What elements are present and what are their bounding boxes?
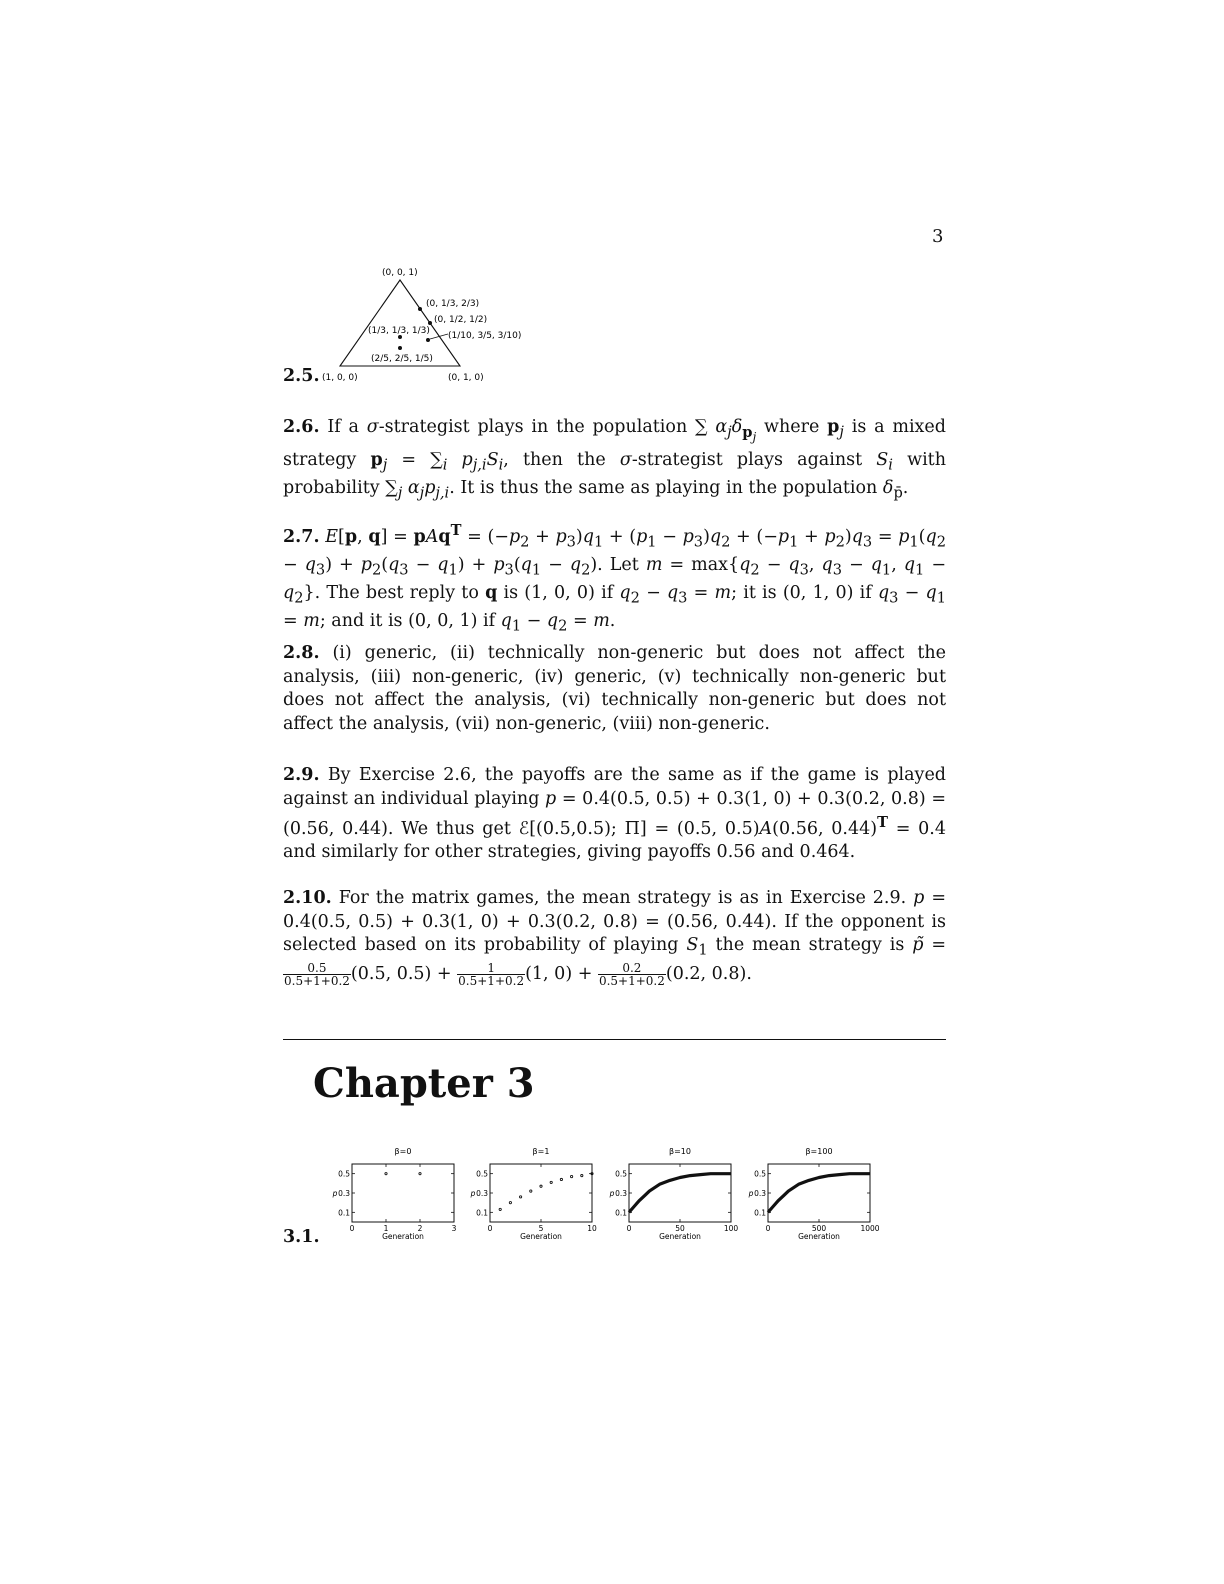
item-label-3-1: 3.1. [283, 1227, 320, 1247]
item-label-2-8: 2.8. [283, 643, 320, 663]
point-label-2-5-2-5-1-5: (2/5, 2/5, 1/5) [371, 354, 433, 364]
data-point [530, 1190, 532, 1192]
y-tick-label: 0.3 [754, 1189, 766, 1198]
chart-frame [352, 1164, 454, 1222]
x-tick-label: 1000 [860, 1224, 880, 1233]
data-point [385, 1173, 387, 1175]
x-tick-label: 0 [626, 1224, 632, 1233]
y-tick-label: 0.1 [338, 1208, 350, 1218]
item-label-2-7: 2.7. [283, 526, 320, 547]
item-label-2-10: 2.10. [283, 888, 332, 908]
fraction-1: $\frac{0.5}{0.5+1+0.2}$ [284, 961, 350, 988]
point-label-1-10-3-5-3-10: (1/10, 3/5, 3/10) [448, 331, 522, 341]
y-tick-label: 0.5 [476, 1169, 488, 1179]
y-tick-label: 0.5 [338, 1169, 350, 1179]
x-axis-label: Generation [520, 1232, 562, 1241]
x-tick-label: 500 [811, 1224, 827, 1233]
y-tick-label: 0.5 [754, 1169, 766, 1179]
item-2-6: 2.6. If a σ-strategist plays in the population ∑ $\alpha_j\delta_{p_j}$ where $p_j$ is a mixed strategy $p_j = \sum_i$ $p_{j,i}S_i$, then the σ-strategist plays against $S_i$ with probability $\sum_j$ $\alpha_jp_{j,i}$. It is thus the same as playing in the population $\delta_{p̄}$. [283, 417, 946, 502]
x-tick-label: 3 [451, 1224, 457, 1233]
y-tick-label: 0.3 [615, 1189, 627, 1198]
y-axis-label: p [470, 1189, 476, 1198]
data-point [581, 1175, 583, 1177]
x-tick-label: 50 [675, 1224, 685, 1233]
y-axis-label: p [609, 1189, 615, 1198]
x-tick-label: 10 [587, 1224, 597, 1233]
data-point [509, 1202, 511, 1204]
data-point [571, 1175, 573, 1177]
x-tick-label: 0 [487, 1224, 493, 1233]
chapter-divider [283, 1039, 946, 1040]
point-2-5-2-5-1-5 [398, 346, 402, 350]
data-point [520, 1196, 522, 1198]
y-tick-label: 0.1 [476, 1208, 488, 1218]
point-1-10-3-5-3-10 [426, 338, 430, 342]
vertex-label-top: (0, 0, 1) [382, 268, 418, 278]
x-tick-label: 5 [538, 1224, 544, 1233]
series-line [629, 1174, 731, 1213]
y-tick-label: 0.5 [615, 1169, 627, 1179]
series-line [768, 1174, 870, 1213]
point-label-0-1-3-2-3: (0, 1/3, 2/3) [426, 299, 480, 309]
item-2-8 [283, 642, 946, 736]
y-tick-label: 0.3 [338, 1189, 350, 1198]
fraction-2: $\frac{1}{0.5+1+0.2}$ [458, 961, 525, 988]
chart-frame [490, 1164, 592, 1222]
x-tick-label: 0 [765, 1224, 771, 1233]
item-label-2-5: 2.5. [283, 366, 320, 386]
x-tick-label: 0 [349, 1224, 355, 1233]
item-label-2-9: 2.9. [283, 765, 320, 785]
point-leader-line [430, 334, 448, 339]
x-tick-label: 100 [723, 1224, 739, 1233]
chart-title: β=1 [532, 1147, 550, 1156]
point-label-centroid: (1/3, 1/3, 1/3) [368, 326, 430, 336]
chart-title: β=100 [805, 1147, 833, 1156]
point-0-1-2-1-2 [428, 321, 432, 325]
vertex-label-left: (1, 0, 0) [322, 373, 358, 383]
x-axis-label: Generation [798, 1232, 840, 1241]
item-2-7: 2.7. E[p, $q] = pAq^T = (-p_2 + p_3)q_1 + (p_1 - p_3)q_2 + (-p_1 + p_2)q_3 = p_1(q_2 - q_3) + p_2(q_3 - q_1) + p_3(q_1 - q_2)$. Let $m = \max\{q_2 - q_3$, $q_3 - q_1$, $q_1 - q_2$}. The best reply to q is (1, 0, 0) if $q_2 - q_3 = m$; it is (0, 1, 0) if $q_3 - q_1 = m$; and it is (0, 0, 1) if $q_1 - q_2 = m$. [283, 522, 946, 635]
simplex-figure [320, 262, 540, 386]
chart-title: β=10 [669, 1147, 691, 1156]
item-2-9: 2.9. By Exercise 2.6, the payoffs are the same as if the game is played against an individual playing p = 0.4(0.5, 0.5) + 0.3(1, 0) + 0.3(0.2, 0.8) = (0.56, 0.44). We thus get ℰ[(0.5,0.5); Π] = (0.5, 0.5)A(0.56, 0.44)$^T$ = 0.4 and similarly for other strategies, giving payoffs 0.56 and 0.464. [283, 765, 946, 863]
vertex-label-right: (0, 1, 0) [448, 373, 484, 383]
item-2-10: 2.10. For the matrix games, the mean strategy is as in Exercise 2.9. p = 0.4(0.5, 0.5) + 0.3(1, 0) + 0.3(0.2, 0.8) = (0.56, 0.44). If the opponent is selected based on its probability of playing $S_1$ the mean strategy is p̃ = $\frac{0.5}{0.5+1+0.2}$ (0.5, 0.5) + $\frac{1}{0.5+1+0.2}$ (1, 0) + $\frac{0.2}{0.5+1+0.2}$ (0.2, 0.8). [283, 888, 947, 988]
data-point [499, 1208, 501, 1210]
x-axis-label: Generation [659, 1232, 701, 1241]
y-axis-label: p [332, 1189, 338, 1198]
y-tick-label: 0.3 [476, 1189, 488, 1198]
x-tick-label: 2 [417, 1224, 423, 1233]
x-tick-label: 1 [383, 1224, 389, 1233]
fraction-3: $\frac{0.2}{0.5+1+0.2}$ [598, 961, 665, 988]
data-point [419, 1173, 421, 1175]
data-point [540, 1185, 542, 1187]
x-axis-label: Generation [382, 1232, 424, 1241]
y-tick-label: 0.1 [615, 1208, 627, 1218]
item-text-2-8: (i) generic, (ii) technically non-generic but does not affect the analysis, (iii) non-generic, (iv) generic, (v) technically non-generic but does not affect the analysis, (vi) technically non-generic but does not affect the analysis, (vii) non-generic, (viii) non-generic. [283, 643, 946, 734]
figure-3-1-charts [320, 1138, 890, 1248]
item-label-2-6: 2.6. [283, 417, 320, 437]
point-0-1-3-2-3 [418, 307, 422, 311]
point-label-0-1-2-1-2: (0, 1/2, 1/2) [434, 315, 488, 325]
data-point [550, 1181, 552, 1183]
y-tick-label: 0.1 [754, 1208, 766, 1218]
y-axis-label: p [748, 1189, 754, 1198]
page-number: 3 [932, 226, 944, 247]
data-point [560, 1178, 562, 1180]
chart-title: β=0 [394, 1147, 412, 1156]
chapter-title: Chapter 3 [313, 1060, 535, 1107]
